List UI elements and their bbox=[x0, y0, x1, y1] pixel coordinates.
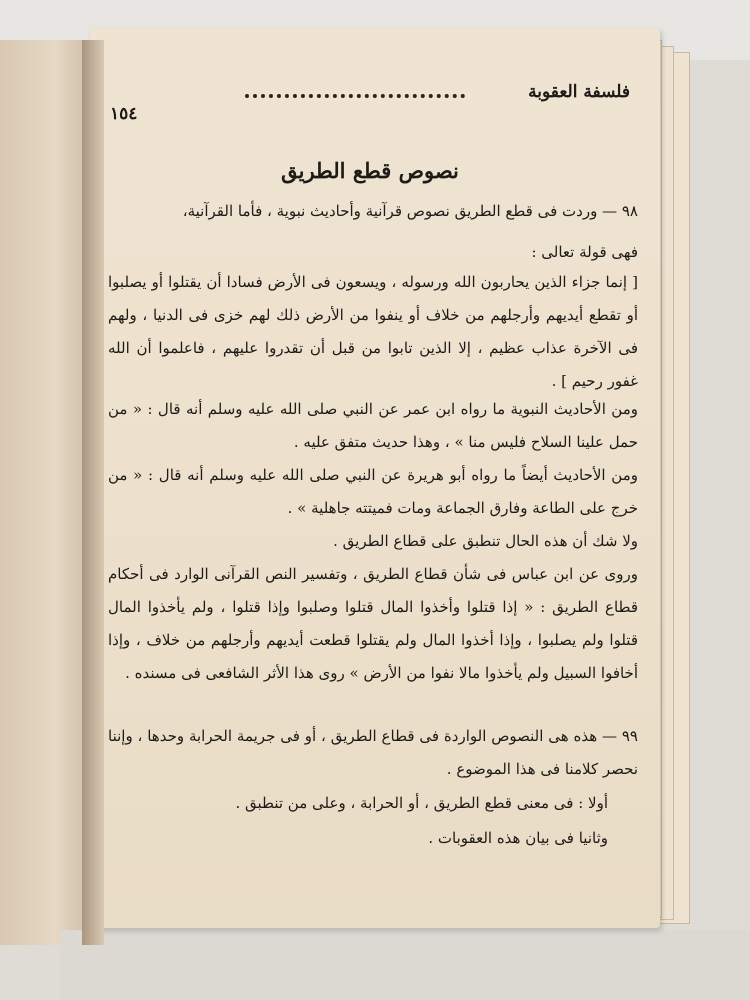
paragraph-conclusion: ولا شك أن هذه الحال تنطبق على قطاع الطريق . bbox=[333, 532, 638, 550]
dot-leader bbox=[245, 86, 465, 98]
paragraph-hadith-2: ومن الأحاديث أيضاً ما رواه أبو هريرة عن النبي صلى الله عليه وسلم أنه قال : « من خرج على الطاعة وفارق الجماعة ومات فميتته جاهلية » . bbox=[108, 466, 638, 517]
facing-page bbox=[0, 40, 93, 945]
section-title: نصوص قطع الطريق bbox=[281, 158, 459, 183]
paragraph-99: ٩٩ — هذه هى النصوص الواردة فى قطاع الطريق ، أو فى جريمة الحرابة وحدها ، وإننا نحصر كلامنا فى هذا الموضوع . bbox=[108, 727, 638, 778]
running-title: فلسفة العقوبة bbox=[528, 82, 630, 102]
paragraph-hadith-1: ومن الأحاديث النبوية ما رواه ابن عمر عن النبي صلى الله عليه وسلم أنه قال : « من حمل علينا السلاح فليس منا » ، وهذا حديث متفق عليه . bbox=[108, 400, 638, 451]
table-surface bbox=[60, 930, 750, 1000]
page-number: ١٥٤ bbox=[110, 104, 138, 124]
running-header bbox=[110, 82, 630, 124]
paragraph-ibn-abbas: وروى عن ابن عباس فى شأن قطاع الطريق ، وتفسير النص القرآنى الوارد فى أحكام قطاع الطريق : « إذا قتلوا وأخذوا المال قتلوا وصلبوا وإذا قتلوا ، ولم يأخذوا المال قتلوا ولم يصلبوا ، وإذا أخذوا المال ولم يقتلوا قطعت أيديهم وأرجلهم من خلاف ، وإذا أخافوا السبيل ولم يأخذوا مالا نفوا من الأرض » روى هذا الأثر الشافعى فى مسنده . bbox=[108, 565, 638, 682]
list-item-first: أولا : فى معنى قطع الطريق ، أو الحرابة ، وعلى من تنطبق . bbox=[235, 794, 608, 812]
book-gutter bbox=[82, 40, 104, 945]
quranic-verse: [ إنما جزاء الذين يحاربون الله ورسوله ، ويسعون فى الأرض فسادا أن يقتلوا أو يصلبوا أو تقطع أيديهم وأرجلهم من خلاف أو ينفوا من الأرض ذلك لهم خزى فى الدنيا ، ولهم فى الآخرة عذاب عظيم ، إلا الذين تابوا من قبل أن تقدروا عليهم ، فاعلموا أن الله غفور رحيم ] . bbox=[108, 273, 638, 390]
list-item-second: وثانيا فى بيان هذه العقوبات . bbox=[428, 829, 608, 847]
paragraph-verse-intro: فهى قولة تعالى : bbox=[531, 243, 638, 261]
paragraph-98-intro: ٩٨ — وردت فى قطع الطريق نصوص قرآنية وأحاديث نبوية ، فأما القرآنية، bbox=[182, 202, 638, 220]
